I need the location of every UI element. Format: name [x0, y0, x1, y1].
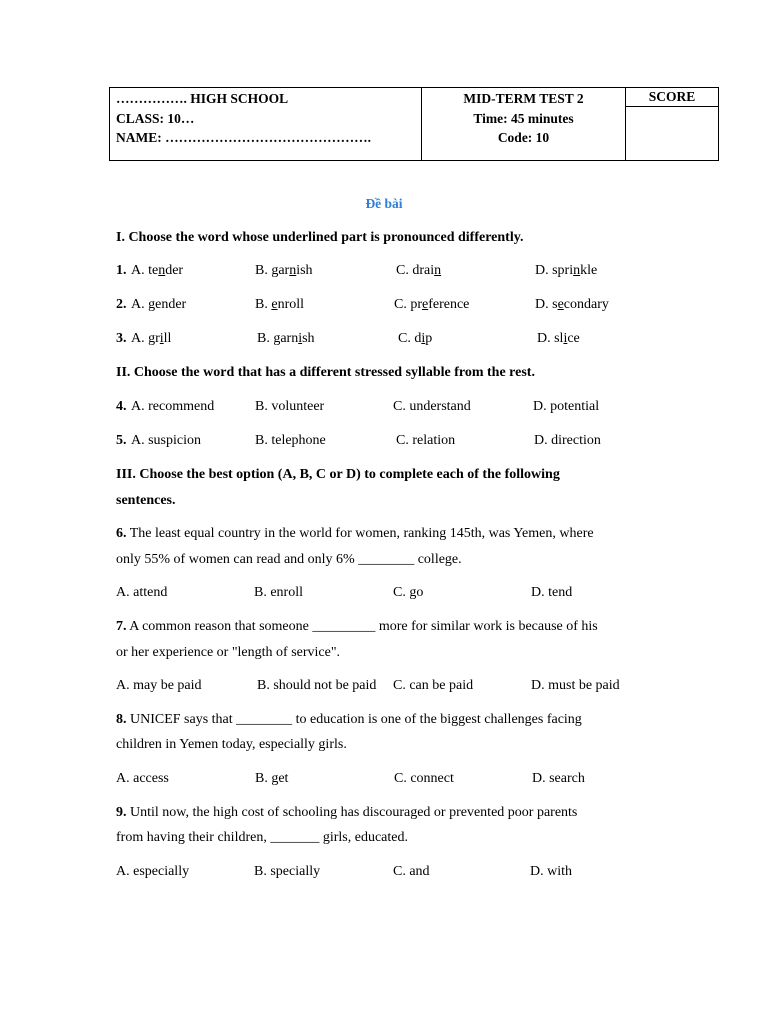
name-line: NAME: ……………………………………….	[116, 130, 371, 145]
option-b: B. should not be paid	[257, 678, 377, 693]
option-a: A. attend	[116, 585, 168, 600]
option-c: C. dip	[398, 331, 433, 346]
class-line: CLASS: 10…	[116, 110, 195, 126]
question-number: 2.	[116, 297, 127, 312]
test-time: Time: 45 minutes	[473, 110, 574, 126]
question-1	[116, 263, 598, 279]
option-c: C. and	[393, 864, 430, 879]
question-5	[116, 433, 601, 449]
option-d: D. direction	[534, 433, 601, 448]
test-info-cell	[422, 88, 626, 161]
question-9-stem: 9. Until now, the high cost of schooling has discouraged or prevented poor parents	[116, 805, 578, 820]
option-d: D. secondary	[535, 297, 609, 312]
test-code: Code: 10	[497, 130, 550, 145]
option-c: C. relation	[396, 433, 456, 448]
question-8-stem-cont: children in Yemen today, especially girls.	[116, 737, 347, 752]
option-a: A. recommend	[131, 399, 215, 414]
question-6-stem-cont: only 55% of women can read and only 6% ________ college.	[116, 552, 462, 567]
option-b: B. volunteer	[255, 399, 325, 414]
school-line: ……………. HIGH SCHOOL	[116, 91, 289, 106]
option-d: D. slice	[537, 331, 580, 346]
option-b: B. enroll	[255, 297, 305, 312]
question-number: 5.	[116, 433, 127, 448]
section-1-heading: I. Choose the word whose underlined part is pronounced differently.	[116, 230, 524, 245]
section-3-heading: III. Choose the best option (A, B, C or D) to complete each of the following	[116, 467, 560, 482]
option-c: C. go	[393, 585, 424, 600]
section-3-heading-cont: sentences.	[116, 493, 176, 508]
option-b: B. telephone	[255, 433, 326, 448]
question-3	[116, 331, 580, 347]
option-a: A. especially	[116, 864, 190, 879]
option-c: C. connect	[394, 771, 454, 786]
option-d: D. search	[532, 771, 585, 786]
student-info-cell	[110, 88, 422, 161]
option-a: A. grill	[131, 331, 172, 346]
option-c: C. preference	[394, 297, 470, 312]
question-4	[116, 399, 600, 415]
option-b: B. specially	[254, 864, 321, 879]
option-a: A. gender	[131, 297, 187, 312]
question-8-stem: 8. UNICEF says that ________ to education is one of the biggest challenges facing	[116, 712, 582, 727]
option-a: A. tender	[131, 263, 184, 278]
option-b: B. garnish	[255, 263, 313, 278]
option-d: D. tend	[531, 585, 573, 600]
question-6-stem: 6. The least equal country in the world for women, ranking 145th, was Yemen, where	[116, 526, 594, 541]
option-b: B. enroll	[254, 585, 303, 600]
test-name: MID-TERM TEST 2	[463, 91, 584, 106]
header-table	[109, 87, 719, 161]
option-c: C. understand	[393, 399, 471, 414]
question-number: 4.	[116, 399, 127, 414]
option-b: B. garnish	[257, 331, 315, 346]
option-c: C. can be paid	[393, 678, 474, 693]
question-number: 8.	[116, 712, 127, 727]
question-2	[116, 297, 609, 313]
page-title: Đề bài	[365, 196, 403, 211]
option-a: A. suspicion	[131, 433, 201, 448]
question-number: 1.	[116, 263, 127, 278]
option-c: C. drain	[396, 263, 442, 278]
score-label: SCORE	[626, 88, 718, 107]
question-number: 3.	[116, 331, 127, 346]
question-number: 6.	[116, 526, 127, 541]
question-number: 7.	[116, 619, 127, 634]
option-a: A. access	[116, 771, 169, 786]
option-d: D. must be paid	[531, 678, 620, 693]
score-cell	[626, 88, 719, 161]
option-a: A. may be paid	[116, 678, 202, 693]
question-7-stem: 7. A common reason that someone _________ more for similar work is because of his	[116, 619, 598, 634]
question-7-stem-cont: or her experience or "length of service".	[116, 645, 341, 660]
option-d: D. with	[530, 864, 572, 879]
question-number: 9.	[116, 805, 127, 820]
option-d: D. potential	[533, 399, 600, 414]
option-d: D. sprinkle	[535, 263, 598, 278]
section-2-heading: II. Choose the word that has a different stressed syllable from the rest.	[116, 365, 535, 380]
option-b: B. get	[255, 771, 289, 786]
question-9-stem-cont: from having their children, _______ girls, educated.	[116, 830, 408, 845]
